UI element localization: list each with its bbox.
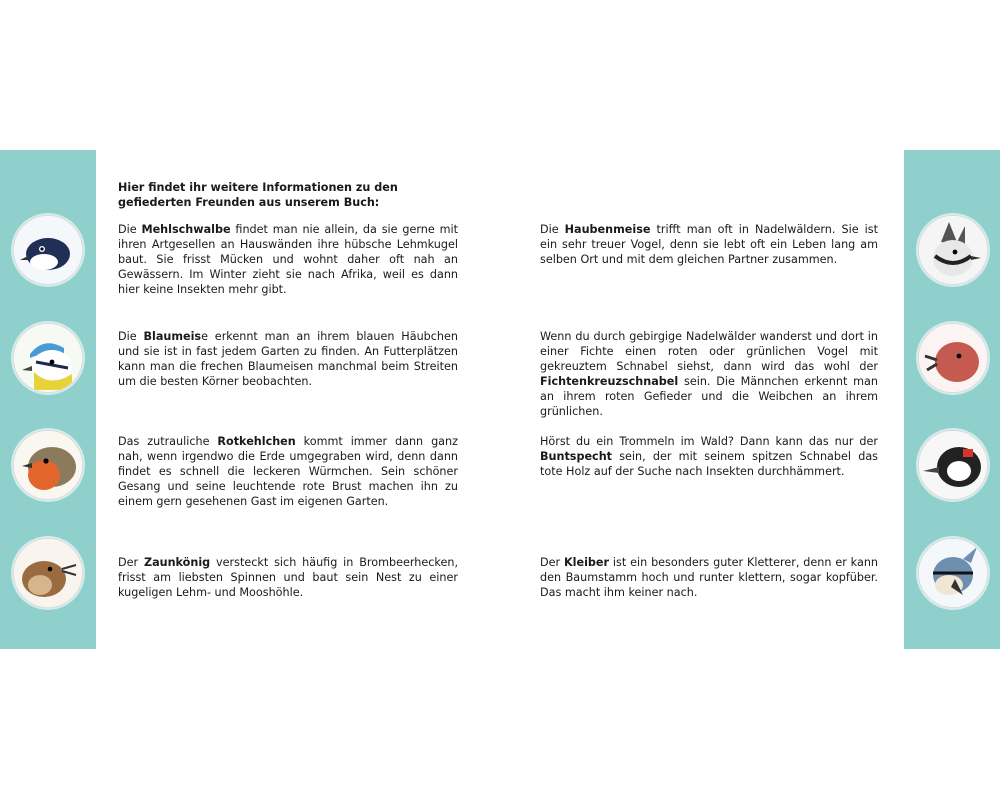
text-rotkehlchen: Das zutrauliche Rotkehlchen kommt immer dann ganz nah, wenn irgendwo die Erde umgegraben wird, denn dann findet es schnell die leckeren Würmchen. Sein schöner Gesang und seine leuchtende rote Brust machen ihn zu einem gern gesehenen Gast im eigenen Garten. [118,435,459,508]
text-haubenmeise: Die Haubenmeise trifft man oft in Nadelwäldern. Sie ist ein sehr treuer Vogel, denn sie lebt oft ein Leben lang am selben Ort und mit dem gleichen Partner zusammen. [540,223,878,266]
bird-name: Fichtenkreuzschnabel [540,375,679,388]
text-blaumeise: Die Blaumeise erkennt man an ihrem blauen Häubchen und sie ist in fast jedem Garten zu finden. An Futterplätzen kann man die frechen Blaumeisen manchmal beim Streiten um die besten Körner beobachten. [118,330,458,388]
text-fichtenkreuzschnabel: Wenn du durch gebirgige Nadelwälder wanderst und dort in einer Fichte einen roten oder grünlichen Vogel mit gekreuztem Schnabel siehst, dann wird das wohl der Fichtenkreuzschnabel sein. Die Männchen erkennt man an ihrem roten Gefieder und die Weibchen an ihrem grünlichen. [540,330,878,418]
blue-tit-portrait-icon [13,323,83,393]
bird-name: Buntspecht [540,450,613,463]
bird-name: Rotkehlchen [217,435,296,448]
text-kleiber: Der Kleiber ist ein besonders guter Kletterer, denn er kann den Baumstamm hoch und runter klettern, sogar kopfüber. Das macht ihm keiner nach. [540,556,879,599]
bird-name: Haubenmeise [564,223,651,236]
bird-name: Zaunkönig [143,556,211,569]
nuthatch-portrait-icon [918,538,988,608]
crested-tit-portrait-icon [918,215,988,285]
wren-portrait-icon [13,538,83,608]
text-buntspecht: Hörst du ein Trommeln im Wald? Dann kann das nur der Buntspecht sein, der mit seinem spitzen Schnabel das tote Holz auf der Suche nach Insekten durchhämmert. [540,435,878,478]
swallow-portrait-icon [13,215,83,285]
woodpecker-portrait-icon [918,430,988,500]
bird-name: Kleiber [563,556,610,569]
crossbill-portrait-icon [918,323,988,393]
robin-portrait-icon [13,430,83,500]
intro-heading: Hier findet ihr weitere Informationen zu den gefiederten Freunden aus unserem Buch: [118,181,398,209]
text-zaunkoenig: Der Zaunkönig versteckt sich häufig in Brombeerhecken, frisst am liebsten Spinnen und baut sein Nest zu einer kugeligen Lehm- und Mooshöhle. [118,556,458,599]
bird-name: Blaumeis [143,330,202,343]
bird-name: Mehlschwalbe [141,223,231,236]
text-mehlschwalbe: Die Mehlschwalbe findet man nie allein, da sie gerne mit ihren Artgesellen an Hauswänden ihre hübsche Lehmkugel baut. Sie frisst Mücken und wohnt daher oft nah an Gewässern. Im Winter zieht sie nach Afrika, weil es dann hier keine Insekten mehr gibt. [118,223,458,296]
